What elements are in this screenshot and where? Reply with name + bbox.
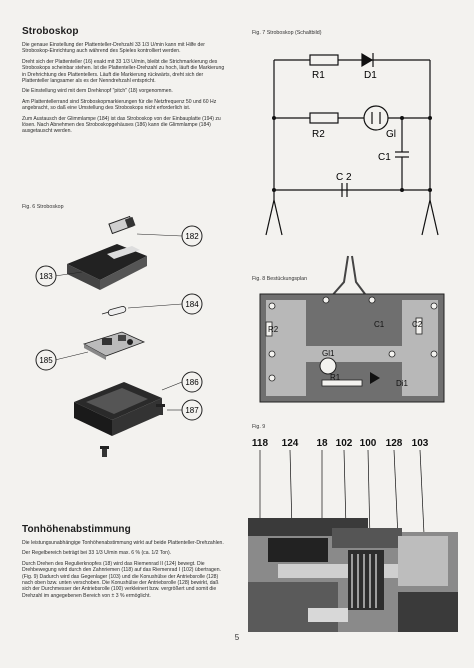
callout-124: 124 [281, 438, 299, 449]
fig6-exploded-view [22, 214, 228, 474]
paragraph: Die genaue Einstellung der Plattenteller-Drehzahl 33 1/3 U/min kann mit Hilfe der Stroboskop-Einrichtung auch während des Spieles kontrolliert werden. [22, 42, 205, 55]
callout-187-label: 187 [185, 406, 199, 415]
paragraph: Durch Drehen des Regulierknopfes (18) wird das Riemenrad II (124) bewegt. Die Drehbewegung wird durch den Zahnriemen (118) auf das Riemenrad I (102) übertragen. (Fig. 9) Dadurch wird das Gegenlager (103) und die Konushülse der Antriebsrolle (128) nach oben bzw. unten verschoben. Die Konushülse der Antriebsrolle (128) bewirkt, daß sich der Durchmesser der Antriebsrolle (100) verkleinert bzw. vergrößert und somit die Drehzahl im angegebenen Bereich von ± 3 % ermöglicht. [22, 560, 221, 599]
callout-186-label: 186 [185, 378, 199, 387]
strobe-cover-part [67, 244, 147, 290]
callout-185-label: 185 [39, 356, 53, 365]
c2-label: C 2 [336, 172, 352, 183]
callout-128: 128 [385, 438, 403, 449]
fig9-mechanism-drawing [248, 432, 458, 632]
fig7-schematic [252, 40, 452, 250]
page-number: 5 [234, 633, 240, 642]
c1-label: C1 [378, 152, 391, 163]
fig7-caption: Fig. 7 Stroboskop (Schaltbild) [252, 30, 322, 36]
callout-183-label: 183 [39, 272, 53, 281]
gl-label: Gl [386, 129, 396, 140]
mechanism-cross-section [248, 518, 458, 632]
r2-label: R2 [312, 129, 325, 140]
callout-118: 118 [251, 438, 269, 449]
paragraph: Die leistungsunabhängige Tonhöhenabstimmung wirkt auf beide Plattenteller-Drehzahlen. [22, 540, 224, 546]
pcb-c2-label: C2 [412, 320, 423, 329]
paragraph: Am Plattentellerrand sind Stroboskopmarkierungen für die Netzfrequenz 50 und 60 Hz angebracht, so daß eine Umstellung des Stroboskops nicht erforderlich ist. [22, 98, 217, 112]
left-column [22, 24, 228, 139]
callout-18: 18 [316, 438, 328, 449]
paragraph: Der Regelbereich beträgt bei 33 1/3 U/min max. 6 % (ca. 1/2 Ton). [22, 550, 172, 557]
fig9-caption: Fig. 9 [252, 424, 266, 430]
paragraph: Dreht sich der Plattenteller (16) exakt mit 33 1/3 U/min, bleibt die Strichmarkierung des Stroboskops scheinbar stehen. Ist die Plattenteller-Drehzahl zu hoch, läuft die Markierung in Drehrichtung des Plattentellers. Läuft die Markierung rückwärts, dreht sich der Plattenteller langsamer als es der Nenndrehzahl entspricht. [22, 58, 225, 85]
tonhoehe-section [22, 522, 228, 603]
fig8-caption: Fig. 8 Bestückungsplan [252, 276, 308, 282]
circuit-board-part [84, 332, 144, 360]
section-title-tonhoehe: Tonhöhenabstimmung [22, 524, 131, 535]
pcb-r1-label: R1 [330, 373, 341, 382]
r1-label: R1 [312, 70, 325, 81]
callout-184-label: 184 [185, 300, 199, 309]
pcb-r2-label: R2 [268, 325, 279, 334]
paragraph: Zum Austausch der Glimmlampe (184) ist das Stroboskop von der Einbauplatte (194) zu lösen. Nach Abnehmen des Stroboskopgehäuses (186) kann die Glimmlampe (184) ausgetauscht werden. [22, 115, 221, 135]
pcb-c1-label: C1 [374, 320, 385, 329]
glow-lamp-part [102, 306, 126, 316]
pcb-d1-label: Di1 [396, 379, 409, 388]
paragraph: Die Einstellung wird mit dem Drehknopf "pitch" (18) vorgenommen. [22, 88, 173, 95]
callout-102: 102 [335, 438, 353, 449]
strobe-housing-part [74, 382, 162, 436]
lamp-holder-part [109, 217, 136, 234]
fig8-pcb-layout [252, 254, 452, 404]
callout-103: 103 [411, 438, 429, 449]
pcb-gl-label: Gl1 [322, 349, 335, 358]
fig6-caption: Fig. 6 Stroboskop [22, 204, 64, 210]
d1-label: D1 [364, 70, 377, 81]
callout-100: 100 [359, 438, 377, 449]
section-title-stroboskop: Stroboskop [22, 26, 79, 37]
callout-182-label: 182 [185, 232, 199, 241]
